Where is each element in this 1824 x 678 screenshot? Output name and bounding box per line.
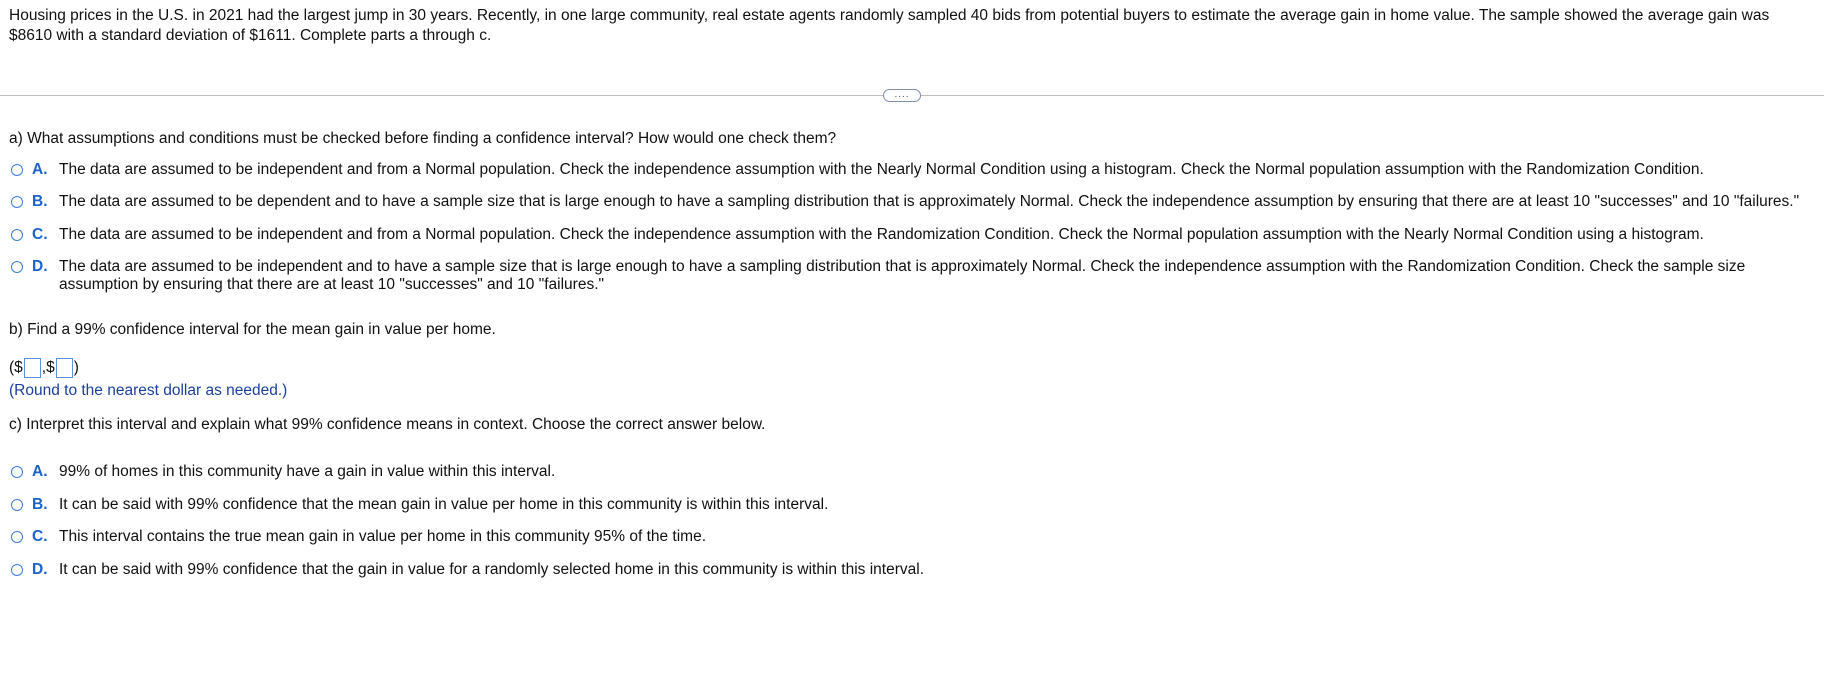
part-c-question: c) Interpret this interval and explain what 99% confidence means in context. Choose the correct answer below. bbox=[9, 416, 766, 433]
option-letter: A. bbox=[32, 463, 48, 480]
option-text: The data are assumed to be dependent and to have a sample size that is large enough to have a sampling distribution that is approximately Normal. Check the independence assumption by ensuring that there are at least 10 "successes" and 10 "failures." bbox=[59, 193, 1800, 210]
lower-bound-input[interactable] bbox=[24, 358, 41, 378]
radio-icon[interactable] bbox=[11, 499, 23, 511]
option-letter: C. bbox=[32, 528, 48, 545]
radio-icon[interactable] bbox=[11, 564, 23, 576]
radio-icon[interactable] bbox=[11, 531, 23, 543]
option-text: It can be said with 99% confidence that the mean gain in value per home in this community is within this interval. bbox=[59, 496, 829, 513]
part-b-question: b) Find a 99% confidence interval for the mean gain in value per home. bbox=[9, 321, 496, 338]
option-letter: B. bbox=[32, 193, 48, 210]
part-c-option-d[interactable] bbox=[11, 561, 924, 579]
option-text: This interval contains the true mean gain in value per home in this community 95% of the time. bbox=[59, 528, 707, 545]
confidence-interval-answer bbox=[9, 357, 79, 379]
radio-icon[interactable] bbox=[11, 229, 23, 241]
interval-open: ($ bbox=[9, 359, 23, 376]
radio-icon[interactable] bbox=[11, 261, 23, 273]
rounding-hint: (Round to the nearest dollar as needed.) bbox=[9, 382, 288, 399]
upper-bound-input[interactable] bbox=[56, 358, 73, 378]
part-a-option-c[interactable] bbox=[11, 226, 1704, 244]
option-letter: D. bbox=[32, 561, 48, 578]
problem-statement: Housing prices in the U.S. in 2021 had the largest jump in 30 years. Recently, in one large community, real estate agents randomly sampled 40 bids from potential buyers to estimate the average gain in home value. The sample showed the average gain was $8610 with a standard deviation of $1611. Complete parts a through c. bbox=[9, 7, 1770, 44]
option-letter: A. bbox=[32, 161, 48, 178]
part-c-option-c[interactable] bbox=[11, 528, 706, 546]
option-text: It can be said with 99% confidence that the gain in value for a randomly selected home in this community is within this interval. bbox=[59, 561, 925, 578]
interval-separator: ,$ bbox=[41, 359, 55, 376]
part-a-question: a) What assumptions and conditions must be checked before finding a confidence interval? How would one check them? bbox=[9, 130, 837, 147]
option-text: The data are assumed to be independent and from a Normal population. Check the independence assumption with the Nearly Normal Condition using a histogram. Check the Normal population assumption with the Randomization Condition. bbox=[59, 161, 1704, 178]
part-c-option-b[interactable] bbox=[11, 496, 828, 514]
option-letter: B. bbox=[32, 496, 48, 513]
radio-icon[interactable] bbox=[11, 164, 23, 176]
radio-icon[interactable] bbox=[11, 196, 23, 208]
option-text: The data are assumed to be independent and from a Normal population. Check the independence assumption with the Randomization Condition. Check the Normal population assumption with the Nearly Normal Condition using a histogram. bbox=[59, 226, 1704, 243]
option-text: The data are assumed to be independent and to have a sample size that is large enough to have a sampling distribution that is approximately Normal. Check the independence assumption with the Randomization Condition. Check the sample size assumption by ensuring that there are at least 10 "successes" and 10 "failures." bbox=[59, 258, 1746, 293]
option-letter: C. bbox=[32, 226, 48, 243]
option-text: 99% of homes in this community have a gain in value within this interval. bbox=[59, 463, 556, 480]
part-c-option-a[interactable] bbox=[11, 463, 555, 481]
part-a-option-d[interactable] bbox=[11, 258, 1791, 294]
radio-icon[interactable] bbox=[11, 466, 23, 478]
option-letter: D. bbox=[32, 258, 48, 275]
expand-button[interactable]: .... bbox=[883, 89, 921, 102]
part-a-option-b[interactable] bbox=[11, 193, 1799, 211]
part-a-option-a[interactable] bbox=[11, 161, 1704, 179]
interval-close: ) bbox=[73, 359, 79, 376]
